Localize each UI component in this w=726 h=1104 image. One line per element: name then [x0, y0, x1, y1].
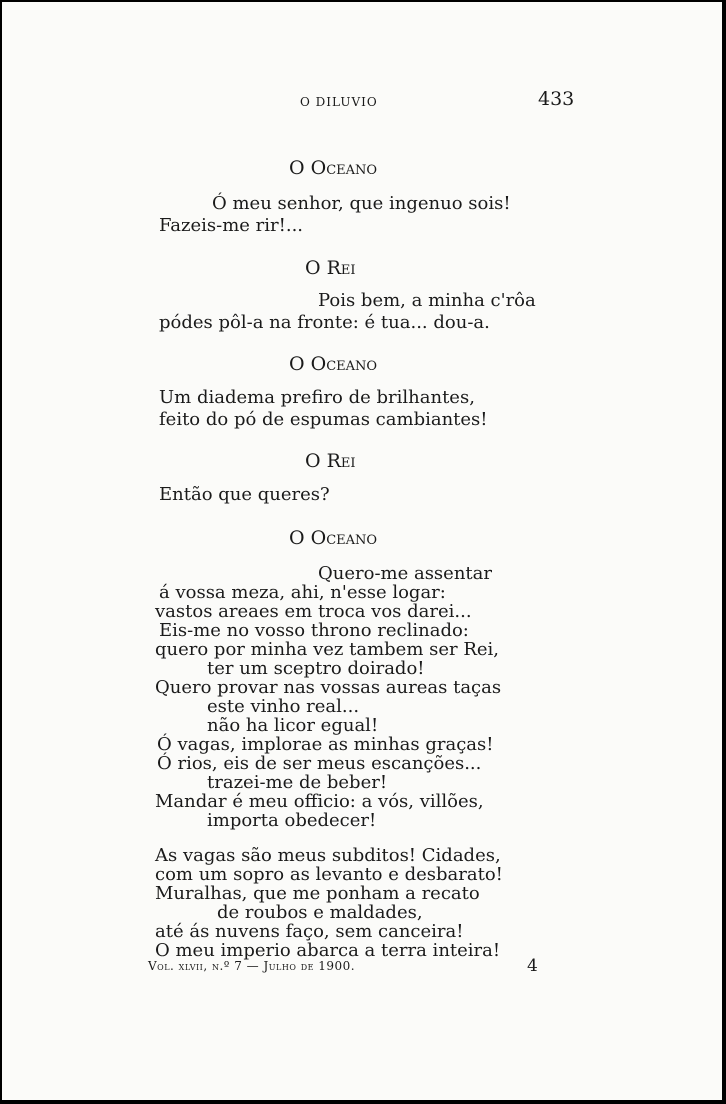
verse-line: ter um sceptro doirado! — [207, 658, 425, 679]
footer-citation: Vol. xlvii, n.º 7 — Julho de 1900. — [148, 959, 356, 973]
verse-line: As vagas são meus subditos! Cidades, — [155, 845, 501, 866]
verse-line: O meu imperio abarca a terra inteira! — [155, 940, 501, 961]
verse-line: não ha licor egual! — [207, 715, 379, 736]
verse-line: vastos areaes em troca vos darei... — [155, 601, 472, 622]
verse-line: pódes pôl-a na fronte: é tua... dou-a. — [159, 312, 490, 333]
verse-line: Eis-me no vosso throno reclinado: — [159, 620, 469, 641]
verse-line: até ás nuvens faço, sem canceira! — [155, 921, 464, 942]
page-number: 433 — [538, 88, 575, 110]
verse-line: Pois bem, a minha c'rôa — [318, 290, 536, 311]
verse-line: com um sopro as levanto e desbarato! — [155, 864, 503, 885]
running-title: O DILUVIO — [300, 95, 378, 109]
speaker-oceano: O Oceano — [289, 527, 378, 549]
verse-line: de roubos e maldades, — [217, 902, 423, 923]
verse-line: Ó vagas, implorae as minhas graças! — [157, 734, 494, 755]
verse-line: importa obedecer! — [207, 810, 377, 831]
speaker-rei: O Rei — [305, 257, 356, 279]
speaker-oceano: O Oceano — [289, 157, 378, 179]
verse-line: quero por minha vez tambem ser Rei, — [155, 639, 500, 660]
verse-line: feito do pó de espumas cambiantes! — [159, 409, 488, 430]
verse-line: Fazeis-me rir!... — [159, 215, 304, 236]
page — [2, 2, 722, 1100]
verse-line: Mandar é meu officio: a vós, villões, — [155, 791, 484, 812]
speaker-oceano: O Oceano — [289, 353, 378, 375]
verse-line: Ó rios, eis de ser meus escanções... — [157, 753, 482, 774]
verse-line: Quero-me assentar — [318, 563, 492, 584]
verse-line: este vinho real... — [207, 696, 360, 717]
verse-line: Muralhas, que me ponham a recato — [155, 883, 480, 904]
signature-mark: 4 — [527, 956, 538, 976]
verse-line: á vossa meza, ahi, n'esse logar: — [159, 582, 446, 603]
verse-line: Quero provar nas vossas aureas taças — [155, 677, 502, 698]
verse-line: Então que queres? — [159, 484, 330, 505]
verse-line: trazei-me de beber! — [207, 772, 388, 793]
verse-line: Ó meu senhor, que ingenuo sois! — [212, 193, 511, 214]
verse-line: Um diadema prefiro de brilhantes, — [159, 387, 475, 408]
speaker-rei: O Rei — [305, 450, 356, 472]
